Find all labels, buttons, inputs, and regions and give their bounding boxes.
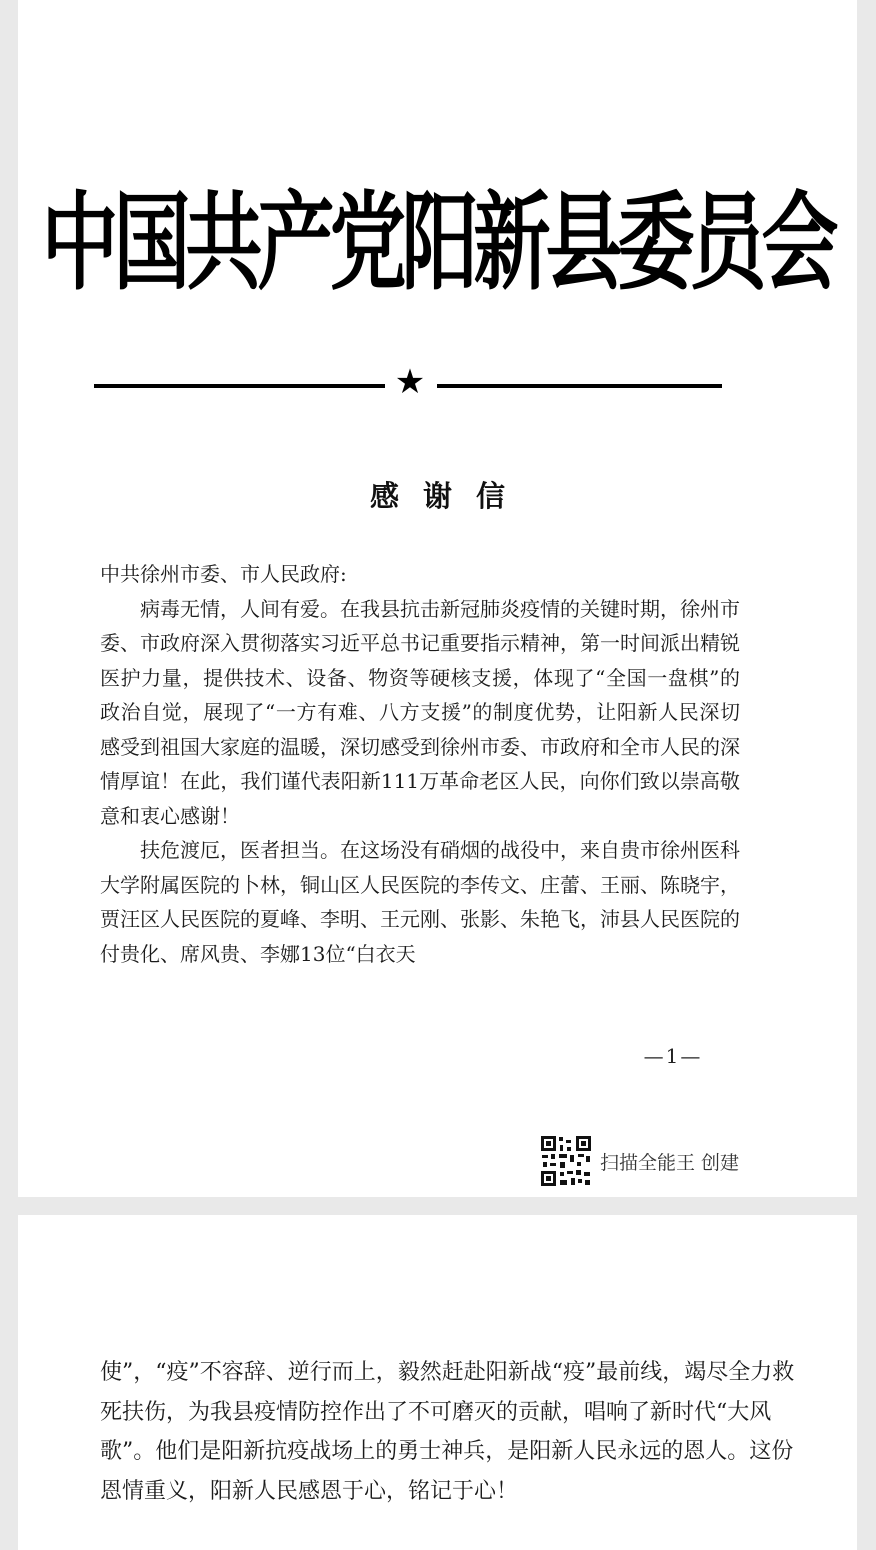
letter-title: 感谢信 (369, 479, 529, 513)
paragraph-1: 病毒无情，人间有爱。在我县抗击新冠肺炎疫情的关键时期，徐州市委、市政府深入贯彻落实习近平总书记重要指示精神，第一时间派出精锐医护力量，提供技术、设备、物资等硬核支援，体现了“全国一盘棋”的政治自觉，展现了“一方有难、八方支援”的制度优势，让阳新人民深切感受到祖国大家庭的温暖，深切感受到徐州市委、市政府和全市人民的深情厚谊！在此，我们谨代表阳新111万革命老区人民，向你们致以崇高敬意和衷心感谢！ (100, 596, 740, 828)
document-page-1 (18, 0, 857, 1197)
scanner-watermark-text: 扫描全能王 创建 (600, 1152, 740, 1174)
star-icon: ★ (394, 362, 426, 402)
masthead-divider (94, 362, 722, 404)
qr-code-icon (540, 1135, 592, 1187)
page-number: —1— (643, 1044, 703, 1068)
divider-line-left (94, 384, 385, 388)
salutation: 中共徐州市委、市人民政府: (100, 562, 347, 586)
paragraph-2: 扶危渡厄，医者担当。在这场没有硝烟的战役中，来自贵市徐州医科大学附属医院的卜林，铜山区人民医院的李传文、庄蕾、王丽、陈晓宇，贾汪区人民医院的夏峰、李明、王元刚、张影、朱艳飞，沛县人民医院的付贵化、席风贵、李娜13位“白衣天 (100, 838, 740, 966)
letter-body-page-2: 使”，“疫”不容辞、逆行而上，毅然赶赴阳新战“疫”最前线，竭尽全力救死扶伤，为我县疫情防控作出了不可磨灭的贡献，唱响了新时代“大风歌”。他们是阳新抗疫战场上的勇士神兵，是阳新人民永远的恩人。这份恩情重义，阳新人民感恩于心，铭记于心！ (100, 1360, 795, 1504)
masthead-title: 中国共产党阳新县委员会 (41, 182, 834, 306)
letter-body-page-1 (100, 557, 740, 971)
divider-line-right (437, 384, 722, 388)
document-page-2 (18, 1215, 857, 1550)
